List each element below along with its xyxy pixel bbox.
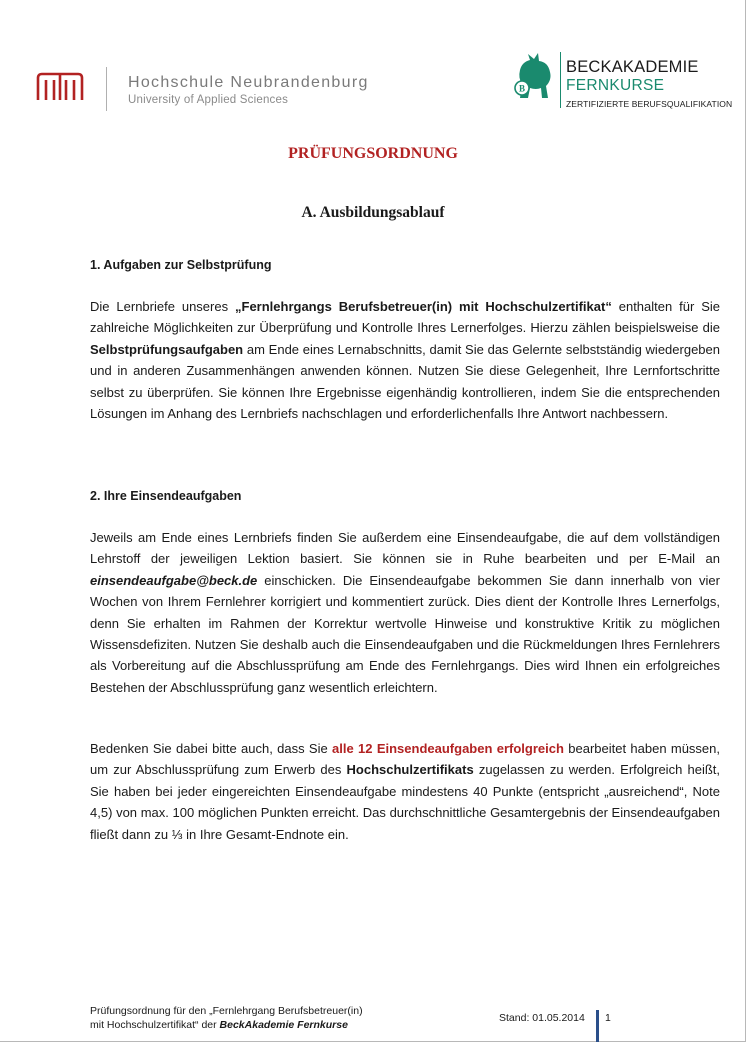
section-title: A. Ausbildungsablauf bbox=[301, 204, 445, 221]
section-1-heading: 1. Aufgaben zur Selbstprüfung bbox=[90, 258, 272, 272]
svg-text:B: B bbox=[518, 83, 526, 94]
section-2-heading: 2. Ihre Einsendeaufgaben bbox=[90, 489, 242, 503]
page-number: 1 bbox=[605, 1012, 611, 1024]
footer-note: Prüfungsordnung für den „Fernlehrgang Berufsbetreuer(in) mit Hochschulzertifikat“ der BeckAkademie Fernkurse bbox=[90, 1005, 363, 1031]
email-address: einsendeaufgabe@beck.de bbox=[90, 572, 258, 588]
document-title: PRÜFUNGSORDNUNG bbox=[288, 145, 458, 162]
hochschule-logo-icon bbox=[36, 70, 84, 102]
griffin-logo-icon bbox=[512, 50, 558, 102]
partner-divider bbox=[560, 52, 561, 108]
footer-date: Stand: 01.05.2014 bbox=[499, 1012, 585, 1024]
partner-tagline: ZERTIFIZIERTE BERUFSQUALIFIKATION bbox=[566, 99, 733, 109]
section-1-paragraph: Die Lernbriefe unseres „Fernlehrgangs Berufsbetreuer(in) mit Hochschulzertifikat“ enthalten für Sie zahlreiche Möglichkeiten zur Überprüfung und Kontrolle Ihres Lernerfolges. Hierzu zählen beispielsweise die Selbstprüfungsaufgaben am Ende eines Lernabschnitts, damit Sie das Gelernte selbstständig wiedergeben und in anderen Zusammenhängen anwenden können. Nutzen Sie diese Gelegenheit, Ihre Lernfortschritte selbst zu überprüfen. Sie können Ihre Ergebnisse eigenhändig kontrollieren, indem Sie die entsprechenden Lösungen im Anhang des Lernbriefs nachschlagen und erforderlichenfalls Ihre Antwort nachbessern. bbox=[90, 299, 720, 422]
university-name: Hochschule Neubrandenburg bbox=[128, 74, 369, 91]
section-2-paragraph-2: Bedenken Sie dabei bitte auch, dass Sie alle 12 Einsendeaufgaben erfolgreich bearbeitet haben müssen, um zur Abschlussprüfung zum Erwerb des Hochschulzertifikats zugelassen zu werden. Erfolgreich heißt, Sie haben bei jeder eingereichten Einsendeaufgabe mindestens 40 Punkte (entspricht „ausreichend“, Note 4,5) von max. 100 möglichen Punkten erreicht. Das durchschnittliche Gesamtergebnis der Einsendeaufgaben fließt dann zu ⅓ in Ihre Gesamt-Endnote ein. bbox=[90, 741, 721, 842]
header-divider bbox=[106, 67, 107, 111]
partner-subtitle: FERNKURSE bbox=[566, 77, 665, 94]
section-2-paragraph-1: Jeweils am Ende eines Lernbriefs finden Sie außerdem eine Einsendeaufgabe, die auf dem vollständigen Lehrstoff der jeweiligen Lektion basiert. Sie können sie in Ruhe bearbeiten und per E-Mail an einsendeaufgabe@beck.de einschicken. Die Einsendeaufgabe bekommen Sie dann innerhalb von vier Wochen von Ihrem Fernlehrer korrigiert und kommentiert zurück. Dies dient der Kontrolle Ihres Lernerfolgs, denn Sie erhalten im Rahmen der Korrektur wertvolle Hinweise und konstruktive Kritik zu möglichen Wissensdefiziten. Nutzen Sie deshalb auch die Einsendeaufgaben und die Rückmeldungen Ihres Fernlehrers als Vorbereitung auf die Abschlussprüfung am Ende des Fernlehrgangs. Dies wird Ihnen ein erfolgreiches Bestehen der Abschlussprüfung ganz wesentlich erleichtern. bbox=[90, 530, 720, 695]
footer-divider bbox=[596, 1010, 599, 1042]
partner-title: BECKAKADEMIE bbox=[566, 58, 699, 76]
university-subtitle: University of Applied Sciences bbox=[128, 94, 289, 106]
